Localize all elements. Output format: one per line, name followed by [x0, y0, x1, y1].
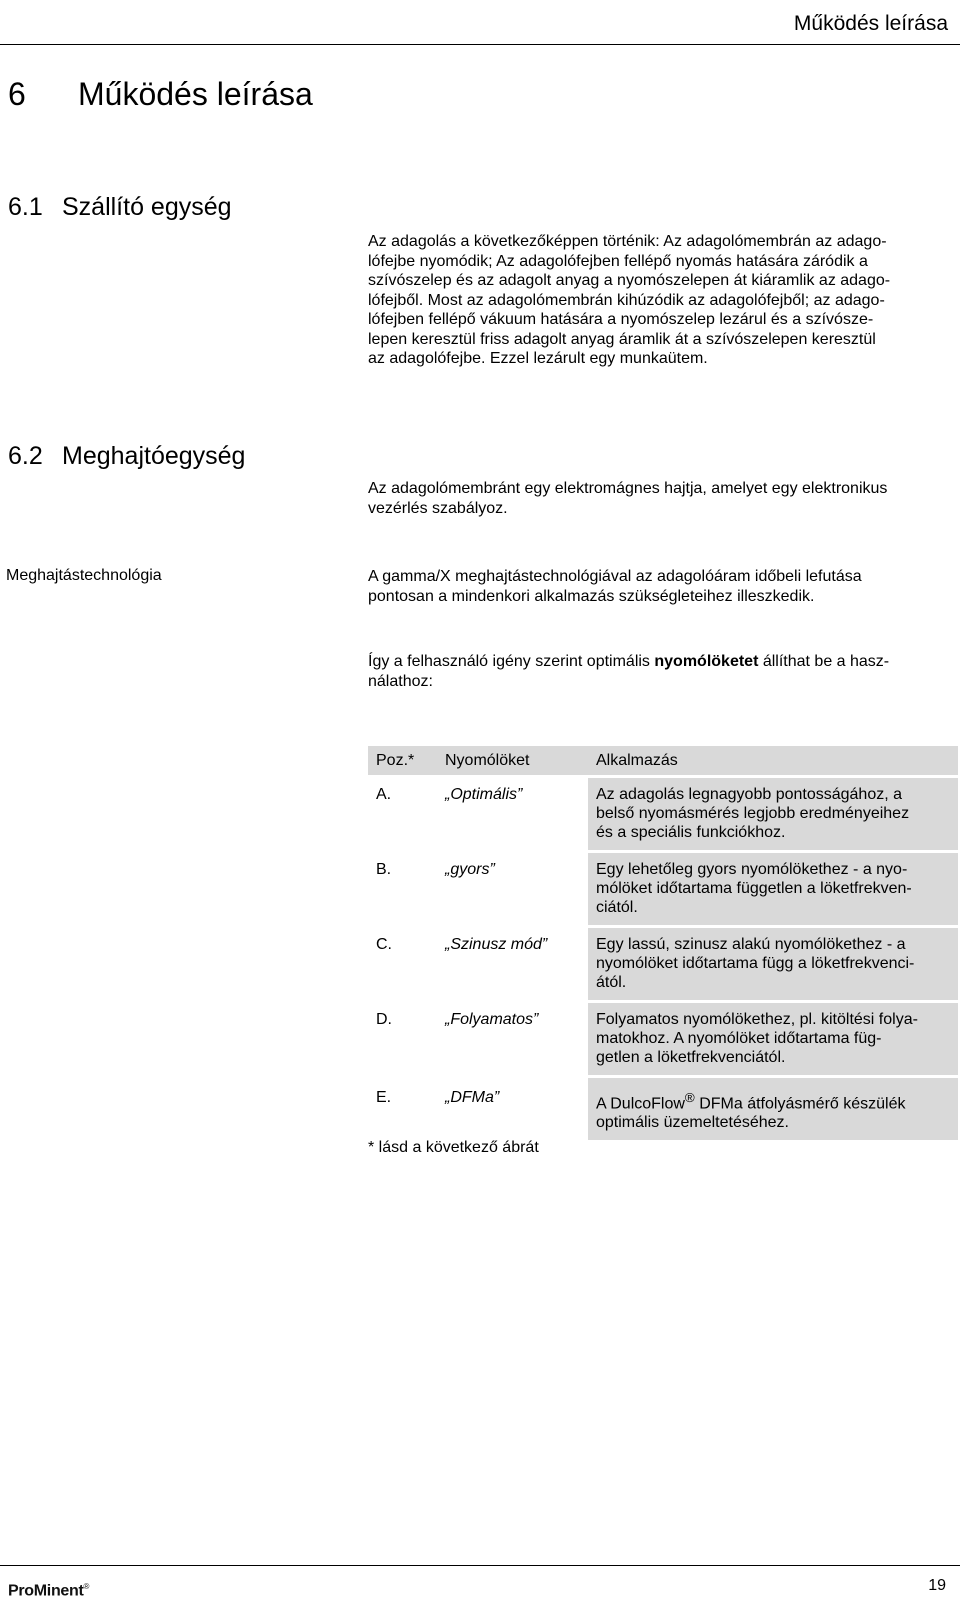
section-title: Szállító egység	[62, 193, 232, 221]
cell-application	[588, 928, 958, 1000]
section-heading-6-1	[8, 193, 232, 222]
cell-position: A.	[376, 786, 392, 803]
table-row	[368, 853, 958, 925]
text-line: A gamma/X meghajtástechnológiával az adagolóáram időbeli lefutása	[368, 568, 862, 585]
cell-application	[588, 778, 958, 850]
table-row	[368, 778, 958, 850]
drive-technology-paragraph	[368, 567, 953, 606]
header-position: Poz.*	[368, 746, 437, 775]
table-row	[368, 928, 958, 1000]
table-footnote: * lásd a következő ábrát	[368, 1139, 539, 1156]
text-line	[596, 1088, 955, 1113]
text-line: Egy lassú, szinusz alakú nyomólökethez - a	[596, 936, 906, 953]
text-line: lófejből. Most az adagolómembrán kihúzódik az adagolófejből; az adago-	[368, 291, 885, 309]
margin-label-drive-technology: Meghajtástechnológia	[6, 567, 162, 584]
cell-application	[588, 853, 958, 925]
intro-text: állíthat be a hasz-	[758, 653, 890, 670]
table-row	[368, 1078, 958, 1140]
text-line: Az adagolás legnagyobb pontosságához, a	[596, 786, 903, 803]
header-application: Alkalmazás	[588, 746, 958, 775]
section-6-1-paragraph	[368, 232, 953, 369]
text-line	[368, 652, 953, 672]
application-text: DFMa átfolyásmérő készülék	[694, 1095, 906, 1113]
section-number: 6.2	[8, 442, 43, 470]
section-number: 6.1	[8, 193, 43, 221]
stroke-modes-table	[368, 743, 958, 1143]
text-line: lófejbe nyomódik; Az adagolófejben fellépő nyomás hatására záródik a	[368, 252, 868, 270]
cell-stroke-mode: „Optimális”	[445, 786, 523, 803]
table-row	[368, 1003, 958, 1075]
text-line: lófejben fellépő vákuum hatására a nyomószelep lezárul és a szívósze-	[368, 311, 874, 328]
logo-text: ProMinent	[8, 1582, 84, 1600]
cell-stroke-mode: „Folyamatos”	[445, 1011, 539, 1028]
text-line: getlen a löketfrekvenciától.	[596, 1049, 786, 1066]
header-stroke: Nyomólöket	[437, 746, 588, 775]
cell-stroke-mode: „gyors”	[445, 861, 495, 878]
prominent-logo	[8, 1582, 89, 1600]
stroke-intro-paragraph	[368, 652, 953, 691]
application-text: A DulcoFlow	[596, 1095, 685, 1113]
cell-position: E.	[376, 1089, 392, 1106]
chapter-heading	[8, 76, 313, 113]
logo-registered-mark: ®	[83, 1582, 90, 1591]
text-line: matokhoz. A nyomólöket időtartama füg-	[596, 1030, 882, 1047]
table-header-row	[368, 746, 958, 775]
text-line: optimális üzemeltetéséhez.	[596, 1114, 789, 1132]
cell-position: C.	[376, 936, 392, 953]
text-line: nálathoz:	[368, 672, 433, 690]
running-header-title: Működés leírása	[793, 12, 948, 35]
text-line: nyomólöket időtartama függ a löketfrekvenci-	[596, 955, 915, 972]
chapter-title: Működés leírása	[78, 76, 313, 112]
text-line: belső nyomásmérés legjobb eredményeihez	[596, 805, 910, 822]
header-divider	[0, 44, 960, 45]
text-line: és a speciális funkciókhoz.	[596, 824, 786, 841]
section-6-2-paragraph	[368, 479, 953, 518]
cell-application	[588, 1078, 958, 1140]
bold-term: nyomólöketet	[654, 653, 759, 670]
text-line: szívószelep és az adagolt anyag a nyomószelepen át kiáramlik az adago-	[368, 272, 891, 289]
page-number: 19	[928, 1577, 946, 1594]
registered-mark: ®	[684, 1090, 695, 1105]
text-line: lepen keresztül friss adagolt anyag áramlik át a szívószelepen keresztül	[368, 330, 876, 348]
cell-position: B.	[376, 861, 392, 878]
text-line: mólöket időtartama független a löketfrekven-	[596, 880, 912, 897]
footer-divider	[0, 1565, 960, 1566]
text-line: ától.	[596, 974, 627, 991]
cell-application	[588, 1003, 958, 1075]
intro-text: Így a felhasználó igény szerint optimális	[368, 653, 655, 670]
text-line: ciától.	[596, 899, 638, 916]
section-title: Meghajtóegység	[62, 442, 246, 470]
text-line: Egy lehetőleg gyors nyomólökethez - a nyo-	[596, 861, 908, 878]
text-line: Az adagolómembránt egy elektromágnes hajtja, amelyet egy elektronikus	[368, 480, 888, 497]
text-line: pontosan a mindenkori alkalmazás szükségleteihez illeszkedik.	[368, 587, 815, 605]
text-line: az adagolófejbe. Ezzel lezárult egy munkaütem.	[368, 350, 708, 367]
cell-stroke-mode: „Szinusz mód”	[445, 936, 548, 953]
chapter-number: 6	[8, 76, 26, 112]
text-line: vezérlés szabályoz.	[368, 499, 508, 517]
section-heading-6-2	[8, 442, 245, 471]
text-line: Az adagolás a következőképpen történik: Az adagolómembrán az adago-	[368, 233, 887, 250]
cell-stroke-mode: „DFMa”	[445, 1089, 500, 1106]
cell-position: D.	[376, 1011, 392, 1028]
text-line: Folyamatos nyomólökethez, pl. kitöltési folya-	[596, 1011, 918, 1028]
